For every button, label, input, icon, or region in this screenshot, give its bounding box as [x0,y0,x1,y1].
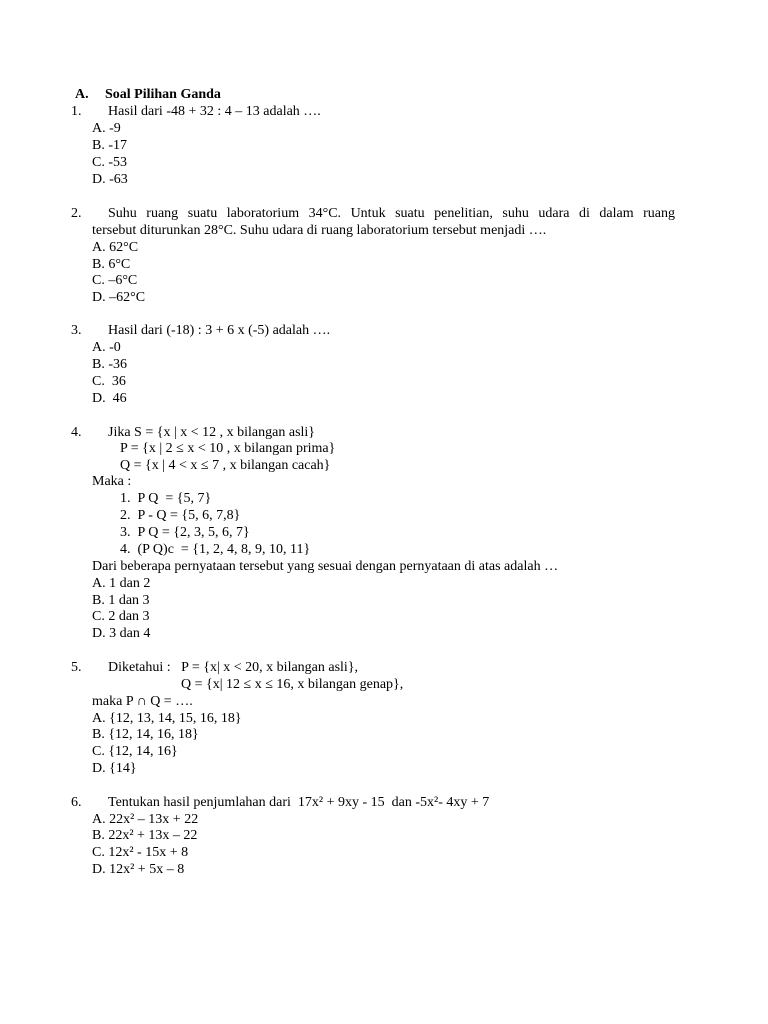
option: C. -53 [92,155,127,170]
option: B. -36 [92,357,127,372]
statement: 3. P Q = {2, 3, 5, 6, 7} [120,525,250,540]
option: D. 3 dan 4 [92,626,151,641]
option: D. -63 [92,172,128,187]
set-definition: Jika S = {x | x < 12 , x bilangan asli} [108,425,316,440]
question-number: 3. [71,323,82,338]
statement: 1. P Q = {5, 7} [120,491,212,506]
question-number: 6. [71,795,82,810]
option: C. {12, 14, 16} [92,744,178,759]
section-letter: A. [75,87,89,102]
option: D. –62°C [92,290,146,305]
option: C. 2 dan 3 [92,609,150,624]
option: B. -17 [92,138,127,153]
question-number: 5. [71,660,82,675]
option: D. {14} [92,761,137,776]
question-number: 2. [71,206,82,221]
question-text: Dari beberapa pernyataan tersebut yang sesuai dengan pernyataan di atas adalah … [92,559,559,574]
section-title: Soal Pilihan Ganda [105,87,221,102]
option: D. 12x² + 5x – 8 [92,862,185,877]
option: A. 22x² – 13x + 22 [92,812,199,827]
set-definition: Q = {x| 12 ≤ x ≤ 16, x bilangan genap}, [181,677,404,692]
question-number: 4. [71,425,82,440]
statement: 2. P - Q = {5, 6, 7,8} [120,508,241,523]
question-text: Suhu ruang suatu laboratorium 34°C. Untuk suatu penelitian, suhu udara di dalam ruang [108,206,675,221]
option: C. –6°C [92,273,138,288]
option: A. 1 dan 2 [92,576,151,591]
option: A. -0 [92,340,121,355]
maka-label: Maka : [92,474,132,489]
option: B. 6°C [92,257,131,272]
option: A. {12, 13, 14, 15, 16, 18} [92,711,242,726]
set-definition: Diketahui : P = {x| x < 20, x bilangan asli}, [108,660,359,675]
question-text: tersebut diturunkan 28°C. Suhu udara di ruang laboratorium tersebut menjadi …. [92,223,547,238]
option: A. 62°C [92,240,139,255]
option: C. 36 [92,374,126,389]
option: B. {12, 14, 16, 18} [92,727,199,742]
option: D. 46 [92,391,127,406]
set-definition: P = {x | 2 ≤ x < 10 , x bilangan prima} [120,441,336,456]
option: B. 22x² + 13x – 22 [92,828,198,843]
question-text: maka P ∩ Q = …. [92,694,193,709]
set-definition: Q = {x | 4 < x ≤ 7 , x bilangan cacah} [120,458,331,473]
question-text: Hasil dari -48 + 32 : 4 – 13 adalah …. [108,104,321,119]
option: C. 12x² - 15x + 8 [92,845,189,860]
question-text: Tentukan hasil penjumlahan dari 17x² + 9xy - 15 dan -5x²- 4xy + 7 [108,795,490,810]
statement: 4. (P Q)c = {1, 2, 4, 8, 9, 10, 11} [120,542,311,557]
question-text: Hasil dari (-18) : 3 + 6 x (-5) adalah …. [108,323,331,338]
question-number: 1. [71,104,82,119]
option: B. 1 dan 3 [92,593,150,608]
option: A. -9 [92,121,121,136]
